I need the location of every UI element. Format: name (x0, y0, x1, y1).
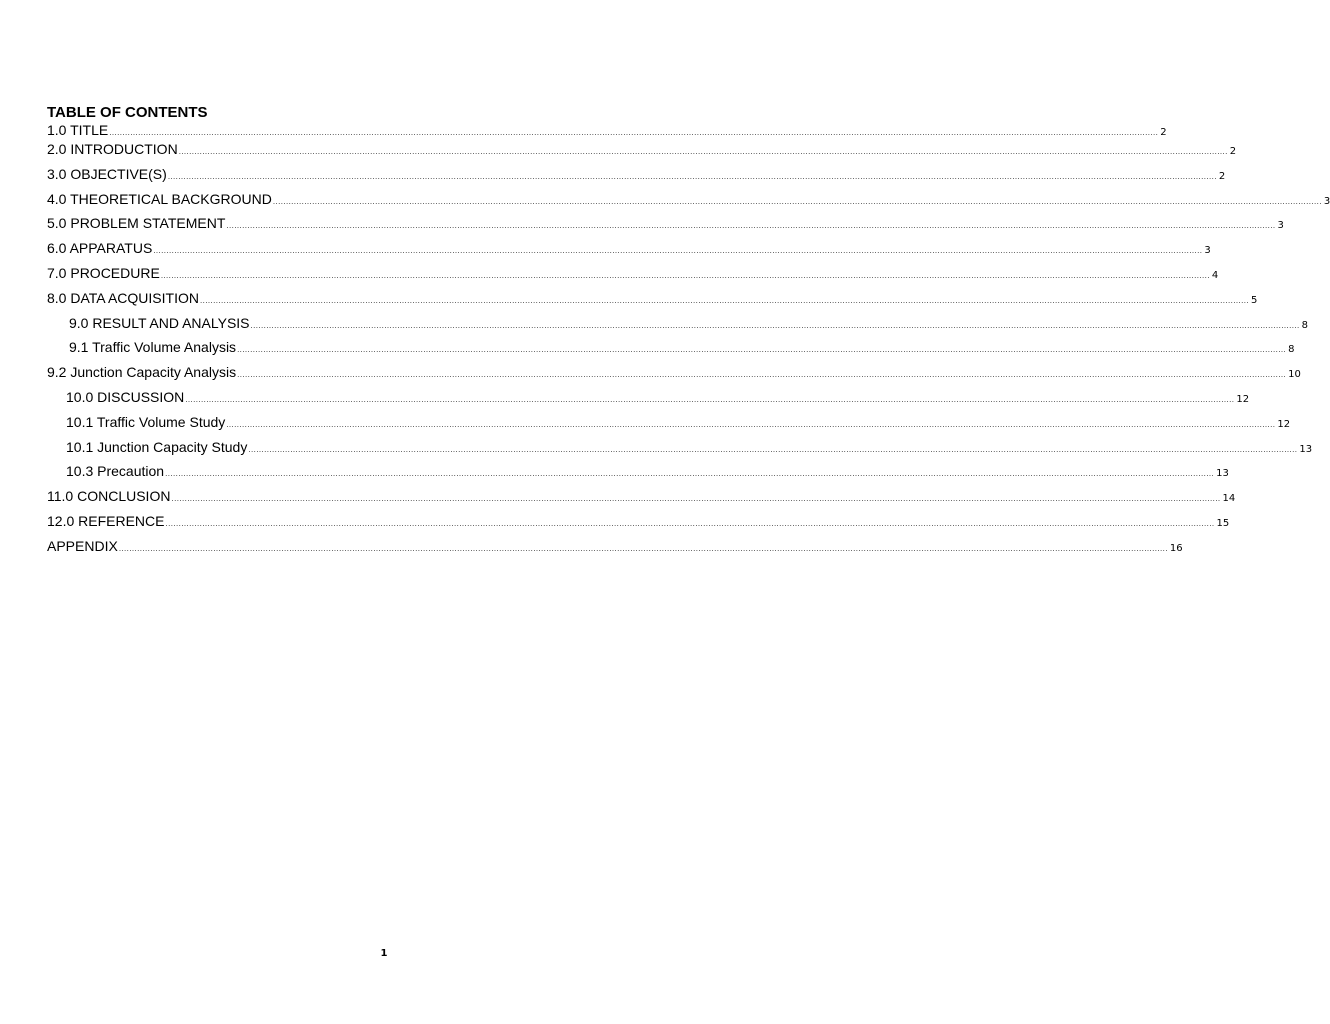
toc-entry-label: 3.0 OBJECTIVE(S) (47, 165, 167, 182)
toc-entry-page: 12 (1236, 393, 1250, 405)
toc-entry-label: 4.0 THEORETICAL BACKGROUND (47, 190, 272, 207)
toc-entry-label: 12.0 REFERENCE (47, 512, 165, 529)
toc-entry-page: 3 (1277, 220, 1284, 232)
toc-entry[interactable] (47, 537, 1183, 563)
toc-entry-label: 6.0 APPARATUS (47, 240, 153, 257)
toc-entry-page: 4 (1211, 269, 1219, 281)
toc-entry-label: 10.1 Junction Capacity Study (66, 438, 248, 455)
toc-entry[interactable] (47, 240, 1211, 265)
toc-entry-label: 9.0 RESULT AND ANALYSIS (69, 314, 250, 331)
toc-entry[interactable] (47, 388, 1250, 414)
toc-heading: TABLE OF CONTENTS (47, 104, 208, 121)
dot-leader: ................................................................................................................................................................................................................................................................................................................................................................................................................ (178, 147, 1228, 156)
toc-entry[interactable] (47, 190, 1330, 216)
dot-leader: ................................................................................................................................................................................................................................................................................................................................................................................................................ (109, 128, 1159, 137)
toc-entry-label: 10.0 DISCUSSION (66, 388, 185, 405)
toc-entry[interactable] (47, 413, 1291, 439)
dot-leader: ................................................................................................................................................................................................................................................................................................................................................................................................................ (226, 419, 1276, 429)
dot-leader: ................................................................................................................................................................................................................................................................................................................................................................................................................ (226, 221, 1276, 231)
toc-entry-page: 3 (1323, 195, 1330, 207)
table-of-contents (47, 104, 1330, 563)
toc-entry-page: 2 (1229, 146, 1237, 157)
dot-leader: ................................................................................................................................................................................................................................................................................................................................................................................................................ (118, 543, 1168, 553)
toc-entry-label: 2.0 INTRODUCTION (47, 141, 178, 157)
toc-entry[interactable] (47, 264, 1219, 290)
toc-entry-label: 9.2 Junction Capacity Analysis (47, 364, 237, 381)
toc-entry[interactable] (47, 339, 1295, 364)
toc-entry[interactable] (47, 314, 1308, 340)
toc-entry[interactable] (47, 165, 1226, 191)
dot-leader: ................................................................................................................................................................................................................................................................................................................................................................................................................ (160, 270, 1210, 280)
toc-entry[interactable] (47, 364, 1301, 389)
toc-entry-page: 15 (1216, 517, 1230, 529)
dot-leader: ................................................................................................................................................................................................................................................................................................................................................................................................................ (165, 469, 1215, 479)
toc-entry-page: 13 (1216, 468, 1229, 480)
toc-entry-page: 5 (1251, 294, 1258, 306)
toc-entry-label: 10.3 Precaution (66, 463, 165, 480)
dot-leader: ................................................................................................................................................................................................................................................................................................................................................................................................................ (272, 196, 1322, 206)
toc-entry-label: 1.0 TITLE (47, 122, 109, 138)
toc-entry-page: 8 (1288, 344, 1295, 356)
dot-leader: ................................................................................................................................................................................................................................................................................................................................................................................................................ (171, 494, 1221, 504)
toc-entry-label: APPENDIX (47, 537, 118, 554)
toc-entry-page: 2 (1160, 127, 1167, 138)
toc-entry-label: 9.1 Traffic Volume Analysis (69, 339, 237, 356)
toc-list (47, 122, 1330, 563)
toc-entry[interactable] (47, 488, 1236, 513)
toc-entry-label: 7.0 PROCEDURE (47, 264, 160, 281)
dot-leader: ................................................................................................................................................................................................................................................................................................................................................................................................................ (199, 295, 1250, 305)
dot-leader: ................................................................................................................................................................................................................................................................................................................................................................................................................ (248, 444, 1298, 454)
toc-entry[interactable] (47, 463, 1229, 488)
toc-entry[interactable] (47, 512, 1230, 538)
toc-entry-page: 2 (1218, 170, 1226, 182)
toc-entry-page: 14 (1222, 493, 1236, 505)
toc-entry-page: 8 (1301, 319, 1308, 331)
toc-entry-page: 13 (1299, 443, 1313, 455)
toc-entry-page: 3 (1204, 245, 1211, 257)
page-number: 1 (380, 948, 388, 959)
toc-entry[interactable] (47, 122, 1167, 141)
dot-leader: ................................................................................................................................................................................................................................................................................................................................................................................................................ (167, 171, 1217, 181)
dot-leader: ................................................................................................................................................................................................................................................................................................................................................................................................................ (153, 246, 1203, 256)
toc-entry-page: 12 (1277, 418, 1291, 430)
dot-leader: ................................................................................................................................................................................................................................................................................................................................................................................................................ (250, 320, 1300, 330)
toc-entry[interactable] (47, 141, 1237, 166)
dot-leader: ................................................................................................................................................................................................................................................................................................................................................................................................................ (165, 518, 1215, 528)
toc-entry-label: 11.0 CONCLUSION (47, 488, 171, 505)
dot-leader: ................................................................................................................................................................................................................................................................................................................................................................................................................ (237, 370, 1287, 380)
toc-entry[interactable] (47, 289, 1258, 315)
toc-entry-label: 10.1 Traffic Volume Study (66, 413, 226, 430)
toc-entry[interactable] (47, 215, 1284, 240)
toc-entry-label: 5.0 PROBLEM STATEMENT (47, 215, 226, 232)
toc-entry[interactable] (47, 438, 1313, 464)
dot-leader: ................................................................................................................................................................................................................................................................................................................................................................................................................ (185, 394, 1235, 404)
toc-entry-page: 10 (1288, 369, 1301, 381)
dot-leader: ................................................................................................................................................................................................................................................................................................................................................................................................................ (237, 345, 1287, 355)
toc-entry-page: 16 (1169, 542, 1183, 554)
toc-entry-label: 8.0 DATA ACQUISITION (47, 289, 199, 306)
